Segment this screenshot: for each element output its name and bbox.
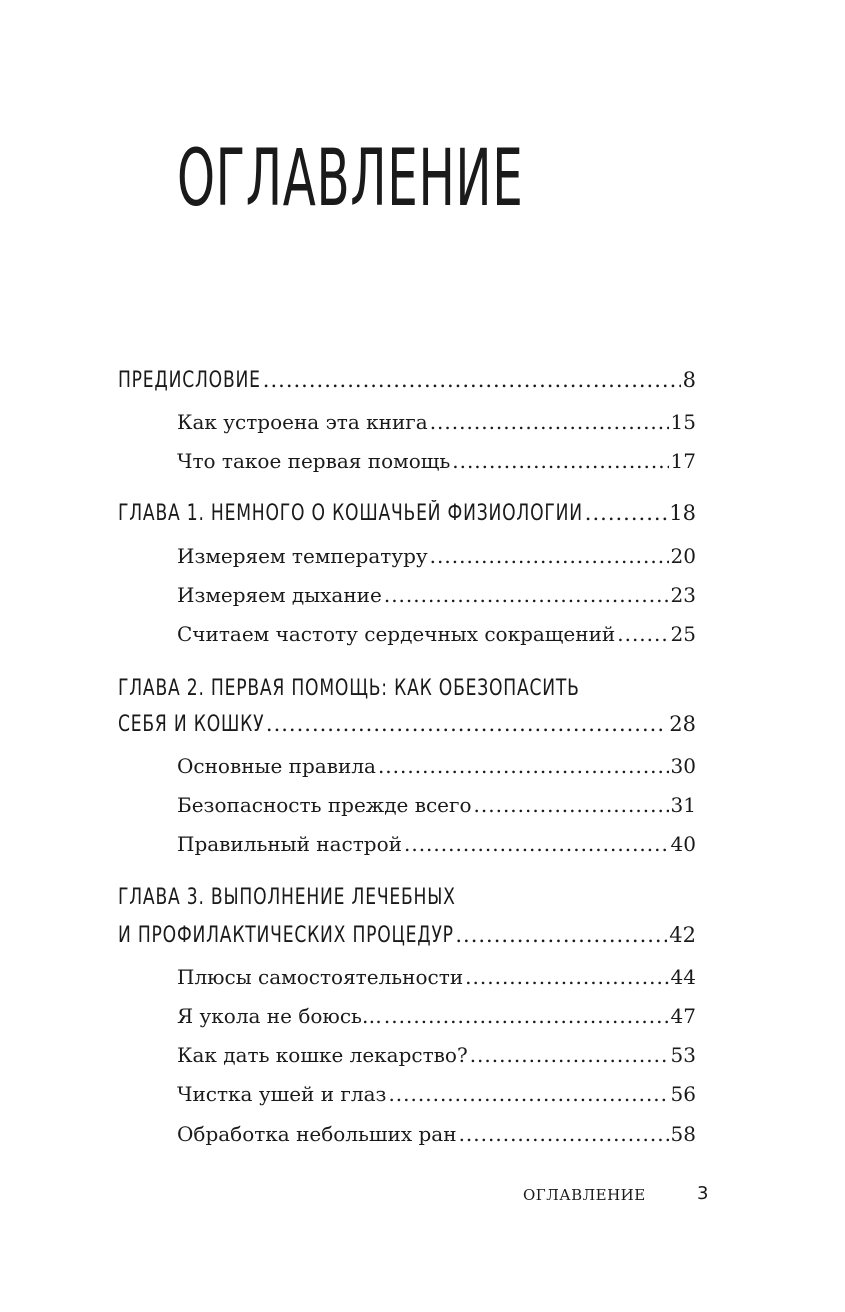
page-title: ОГЛАВЛЕНИЕ xyxy=(177,134,524,224)
toc-entry[interactable] xyxy=(177,1004,696,1028)
toc-page-number: 44 xyxy=(670,965,696,989)
toc-entry-label: Измеряем дыхание xyxy=(177,583,382,607)
running-footer: ОГЛАВЛЕНИЕ xyxy=(523,1186,646,1204)
toc-page-number: 28 xyxy=(669,712,696,736)
toc-entry-chapter-3[interactable] xyxy=(118,923,696,948)
toc-entry[interactable] xyxy=(177,832,696,856)
toc-entry[interactable] xyxy=(177,793,696,817)
toc-page-number: 42 xyxy=(669,923,696,947)
toc-entry[interactable] xyxy=(177,410,696,434)
toc-page-number: 23 xyxy=(670,583,696,607)
toc-page-number: 30 xyxy=(670,754,696,778)
dot-leader xyxy=(404,832,669,856)
toc-page-number: 58 xyxy=(670,1122,696,1146)
toc-page-number: 31 xyxy=(670,793,696,817)
toc-entry-label: Безопасность прежде всего xyxy=(177,793,472,817)
dot-leader xyxy=(474,793,669,817)
toc-entry[interactable] xyxy=(177,622,696,646)
toc-entry[interactable] xyxy=(177,583,696,607)
dot-leader xyxy=(430,410,669,434)
toc-page-number: 18 xyxy=(669,501,696,525)
toc-entry-label: Плюсы самостоятельности xyxy=(177,965,464,989)
toc-page-number: 8 xyxy=(682,368,696,392)
toc-page-number: 56 xyxy=(670,1082,696,1106)
toc-entry-chapter-1[interactable] xyxy=(118,501,696,526)
toc-entry[interactable] xyxy=(177,544,696,568)
dot-leader xyxy=(430,544,669,568)
toc-entry-label: ГЛАВА 1. НЕМНОГО О КОШАЧЬЕЙ ФИЗИОЛОГИИ xyxy=(118,501,583,526)
toc-page-number: 25 xyxy=(670,622,696,646)
toc-page-number: 17 xyxy=(670,449,696,473)
toc-entry-label: Считаем частоту сердечных сокращений xyxy=(177,622,616,646)
toc-page-number: 15 xyxy=(670,410,696,434)
dot-leader xyxy=(455,923,667,947)
dot-leader xyxy=(459,1122,669,1146)
toc-entry-label: СЕБЯ И КОШКУ xyxy=(118,712,265,737)
toc-entry[interactable] xyxy=(177,1082,696,1106)
toc-page-number: 53 xyxy=(670,1043,696,1067)
dot-leader xyxy=(384,583,669,607)
toc-entry-label: Обработка небольших ран xyxy=(177,1122,457,1146)
dot-leader xyxy=(378,754,669,778)
dot-leader xyxy=(388,1082,668,1106)
dot-leader xyxy=(465,965,668,989)
toc-entry-label: Я укола не боюсь… xyxy=(177,1004,382,1028)
dot-leader xyxy=(452,449,668,473)
toc-entry[interactable] xyxy=(177,449,696,473)
toc-chapter-3-line-1[interactable]: ГЛАВА 3. ВЫПОЛНЕНИЕ ЛЕЧЕБНЫХ xyxy=(118,885,456,910)
toc-entry-label: Что такое первая помощь xyxy=(177,449,451,473)
toc-page-number: 20 xyxy=(670,544,696,568)
toc-entry[interactable] xyxy=(177,965,696,989)
dot-leader xyxy=(470,1043,669,1067)
toc-entry-chapter-2[interactable] xyxy=(118,712,696,737)
dot-leader xyxy=(266,712,667,736)
toc-chapter-2-line-1[interactable]: ГЛАВА 2. ПЕРВАЯ ПОМОЩЬ: КАК ОБЕЗОПАСИТЬ xyxy=(118,676,580,701)
page-number: 3 xyxy=(697,1183,709,1204)
toc-entry[interactable] xyxy=(177,1122,696,1146)
toc-entry-preface[interactable] xyxy=(118,368,696,393)
toc-entry-label: И ПРОФИЛАКТИЧЕСКИХ ПРОЦЕДУР xyxy=(118,923,454,948)
toc-page-number: 40 xyxy=(670,832,696,856)
toc-entry-label: ПРЕДИСЛОВИЕ xyxy=(118,368,261,393)
toc-entry[interactable] xyxy=(177,1043,696,1067)
dot-leader xyxy=(384,1004,669,1028)
toc-entry-label: Чистка ушей и глаз xyxy=(177,1082,387,1106)
toc-entry-label: Основные правила xyxy=(177,754,376,778)
toc-entry[interactable] xyxy=(177,754,696,778)
dot-leader xyxy=(263,368,681,392)
dot-leader xyxy=(585,501,667,525)
dot-leader xyxy=(617,622,668,646)
toc-entry-label: Как дать кошке лекарство? xyxy=(177,1043,468,1067)
toc-entry-label: Правильный настрой xyxy=(177,832,402,856)
toc-entry-label: Как устроена эта книга xyxy=(177,410,428,434)
toc-entry-label: Измеряем температуру xyxy=(177,544,428,568)
toc-page-number: 47 xyxy=(670,1004,696,1028)
